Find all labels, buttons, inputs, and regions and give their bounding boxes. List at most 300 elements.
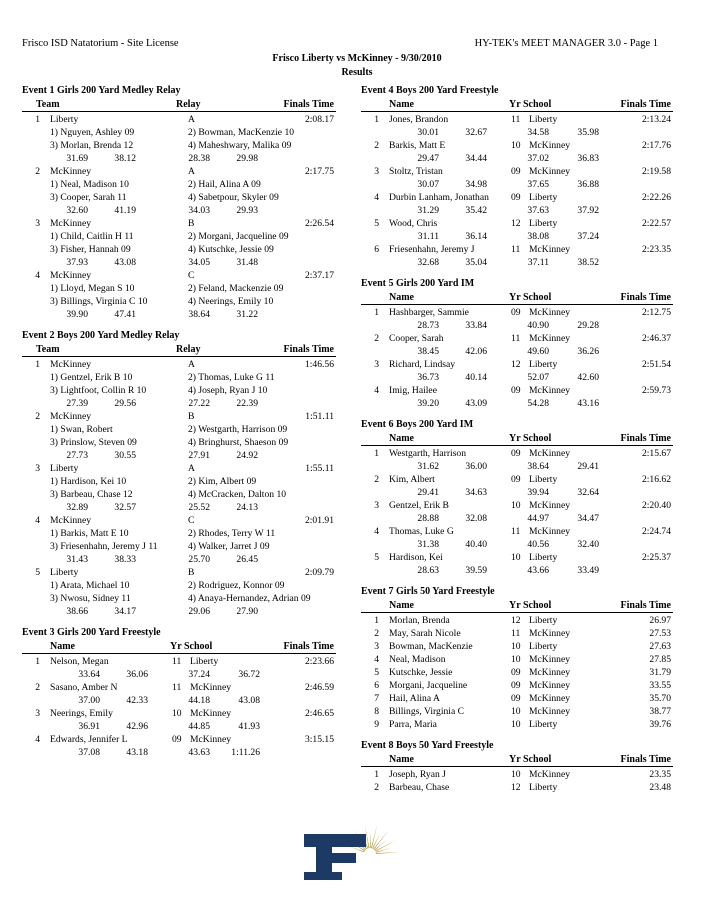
year: 09 <box>511 192 521 203</box>
finals-time: 39.76 <box>649 719 671 730</box>
swimmer: 3) Barbeau, Chase 12 <box>50 489 133 500</box>
split-time: 38.66 <box>66 606 88 617</box>
place: 4 <box>374 192 379 203</box>
header-yr: Yr <box>509 754 521 765</box>
finals-time: 26.97 <box>649 615 671 626</box>
swimmer-row <box>22 579 336 592</box>
school: McKinney <box>529 140 571 151</box>
swimmer-name: Edwards, Jennifer L <box>50 734 128 745</box>
year: 09 <box>511 680 521 691</box>
split-time: 43.08 <box>238 695 260 706</box>
split-time: 34.58 <box>527 127 549 138</box>
splits-row <box>361 345 673 358</box>
place: 2 <box>374 140 379 151</box>
splits-row <box>361 397 673 410</box>
swimmer: 2) Kim, Albert 09 <box>188 476 257 487</box>
split-time: 37.24 <box>577 231 599 242</box>
school: McKinney <box>529 680 571 691</box>
splits-row <box>22 746 336 759</box>
event-section <box>361 418 673 577</box>
swimmer-name: Westgarth, Harrison <box>389 448 467 459</box>
finals-time: 27.53 <box>649 628 671 639</box>
split-time: 38.52 <box>577 257 599 268</box>
year: 10 <box>511 706 521 717</box>
year: 10 <box>511 641 521 652</box>
header-site-license: Frisco ISD Natatorium - Site License <box>22 38 179 49</box>
table-row <box>361 781 673 794</box>
place: 4 <box>35 515 40 526</box>
splits-row <box>22 668 336 681</box>
year: 11 <box>511 628 521 639</box>
splits-row <box>22 605 336 618</box>
split-time: 38.64 <box>527 461 549 472</box>
finals-time: 2:22.26 <box>641 192 671 203</box>
splits-row <box>361 204 673 217</box>
split-time: 31.22 <box>236 309 258 320</box>
split-time: 40.56 <box>527 539 549 550</box>
split-time: 37.65 <box>527 179 549 190</box>
event-section <box>22 329 336 618</box>
swimmer-name: Hashbarger, Sammie <box>389 307 469 318</box>
school: McKinney <box>529 307 571 318</box>
place: 1 <box>374 114 379 125</box>
table-row <box>22 410 336 423</box>
split-time: 29.41 <box>577 461 599 472</box>
finals-time: 2:25.37 <box>641 552 671 563</box>
split-time: 36.14 <box>465 231 487 242</box>
school: McKinney <box>529 693 571 704</box>
school: McKinney <box>529 628 571 639</box>
relay-letter: B <box>188 411 195 422</box>
swimmer: 2) Rodriguez, Konnor 09 <box>188 580 285 591</box>
split-time: 28.88 <box>417 513 439 524</box>
finals-time: 2:20.40 <box>641 500 671 511</box>
splits-row <box>361 486 673 499</box>
school: McKinney <box>529 500 571 511</box>
year: 12 <box>511 615 521 626</box>
table-row <box>361 705 673 718</box>
table-row <box>361 165 673 178</box>
year: 09 <box>511 307 521 318</box>
swimmer: 4) Maheshwary, Malika 09 <box>188 140 292 151</box>
table-row <box>361 499 673 512</box>
splits-row <box>22 501 336 514</box>
split-time: 42.96 <box>126 721 148 732</box>
column-header <box>361 98 673 112</box>
swimmer: 1) Arata, Michael 10 <box>50 580 130 591</box>
split-time: 42.33 <box>126 695 148 706</box>
swimmer: 1) Lloyd, Megan S 10 <box>50 283 135 294</box>
column-header <box>361 599 673 613</box>
place: 9 <box>374 719 379 730</box>
header-school: School <box>184 641 213 652</box>
table-row <box>22 566 336 579</box>
swimmer: 2) Rhodes, Terry W 11 <box>188 528 276 539</box>
place: 4 <box>35 270 40 281</box>
event-title: Event 4 Boys 200 Yard Freestyle <box>361 85 499 96</box>
place: 3 <box>374 641 379 652</box>
split-time: 30.01 <box>417 127 439 138</box>
header-relay: Relay <box>176 99 201 110</box>
swimmer: 3) Lightfoot, Collin R 10 <box>50 385 147 396</box>
school: McKinney <box>529 385 571 396</box>
place: 2 <box>35 682 40 693</box>
split-time: 30.07 <box>417 179 439 190</box>
year: 10 <box>511 140 521 151</box>
swimmer: 2) Westgarth, Harrison 09 <box>188 424 288 435</box>
split-time: 39.90 <box>66 309 88 320</box>
split-time: 34.98 <box>465 179 487 190</box>
swimmer-name: Barbeau, Chase <box>389 782 450 793</box>
split-time: 33.64 <box>78 669 100 680</box>
header-relay: Relay <box>176 344 201 355</box>
splits-row <box>361 178 673 191</box>
school: McKinney <box>529 166 571 177</box>
frisco-f-logo-icon <box>300 820 406 882</box>
table-row <box>361 525 673 538</box>
swimmer-row <box>22 371 336 384</box>
swimmer-row <box>22 178 336 191</box>
header-finals-time: Finals Time <box>620 99 671 110</box>
split-time: 43.63 <box>188 747 210 758</box>
split-time: 52.07 <box>527 372 549 383</box>
split-time: 37.24 <box>188 669 210 680</box>
swimmer-name: Gentzel, Erik B <box>389 500 449 511</box>
event-title: Event 8 Boys 50 Yard Freestyle <box>361 740 494 751</box>
place: 4 <box>374 654 379 665</box>
finals-time: 38.77 <box>649 706 671 717</box>
swimmer: 3) Nwosu, Sidney 11 <box>50 593 131 604</box>
team-name: Liberty <box>50 114 79 125</box>
split-time: 32.40 <box>577 539 599 550</box>
split-time: 31.29 <box>417 205 439 216</box>
split-time: 43.08 <box>114 257 136 268</box>
split-time: 40.14 <box>465 372 487 383</box>
table-row <box>22 733 336 746</box>
column-header <box>361 432 673 446</box>
year: 10 <box>172 708 182 719</box>
split-time: 38.64 <box>188 309 210 320</box>
year: 09 <box>511 474 521 485</box>
year: 12 <box>511 782 521 793</box>
right-column <box>361 84 673 794</box>
finals-time: 3:15.15 <box>304 734 334 745</box>
swimmer: 3) Cooper, Sarah 11 <box>50 192 127 203</box>
relay-letter: B <box>188 218 195 229</box>
table-row <box>361 614 673 627</box>
swimmer: 1) Nguyen, Ashley 09 <box>50 127 135 138</box>
table-row <box>361 332 673 345</box>
swimmer-row <box>22 191 336 204</box>
header-finals-time: Finals Time <box>620 292 671 303</box>
year: 10 <box>511 552 521 563</box>
table-row <box>361 139 673 152</box>
school: Liberty <box>529 719 558 730</box>
place: 4 <box>35 734 40 745</box>
swimmer-row <box>22 592 336 605</box>
swimmer: 2) Feland, Mackenzie 09 <box>188 283 284 294</box>
split-time: 41.93 <box>238 721 260 732</box>
split-time: 34.44 <box>465 153 487 164</box>
split-time: 37.00 <box>78 695 100 706</box>
swimmer-row <box>22 384 336 397</box>
finals-time: 2:46.37 <box>641 333 671 344</box>
split-time: 38.33 <box>114 554 136 565</box>
place: 3 <box>374 500 379 511</box>
splits-row <box>361 460 673 473</box>
split-time: 32.08 <box>465 513 487 524</box>
split-time: 27.39 <box>66 398 88 409</box>
split-time: 44.85 <box>188 721 210 732</box>
split-time: 37.08 <box>78 747 100 758</box>
splits-row <box>361 126 673 139</box>
split-time: 27.91 <box>188 450 210 461</box>
splits-row <box>22 449 336 462</box>
finals-time: 2:19.58 <box>641 166 671 177</box>
swimmer: 4) Kutschke, Jessie 09 <box>188 244 274 255</box>
header-name: Name <box>389 292 414 303</box>
team-name: McKinney <box>50 270 92 281</box>
swimmer-row <box>22 295 336 308</box>
table-row <box>22 655 336 668</box>
split-time: 33.84 <box>465 320 487 331</box>
year: 11 <box>511 244 521 255</box>
header-name: Name <box>50 641 75 652</box>
header-school: School <box>523 433 552 444</box>
place: 1 <box>35 359 40 370</box>
finals-time: 2:17.76 <box>641 140 671 151</box>
place: 2 <box>374 474 379 485</box>
relay-letter: A <box>188 114 195 125</box>
finals-time: 2:09.79 <box>304 567 334 578</box>
swimmer-name: Imig, Hailee <box>389 385 437 396</box>
event-section <box>361 277 673 410</box>
swimmer-name: Billings, Virginia C <box>389 706 465 717</box>
school: McKinney <box>190 734 232 745</box>
split-time: 34.63 <box>465 487 487 498</box>
swimmer-name: Friesenhahn, Jeremy J <box>389 244 475 255</box>
swimmer-name: Cooper, Sarah <box>389 333 444 344</box>
event-title: Event 3 Girls 200 Yard Freestyle <box>22 627 161 638</box>
swimmer-name: Parra, Maria <box>389 719 437 730</box>
swimmer-name: May, Sarah Nicole <box>389 628 461 639</box>
swimmer-row <box>22 475 336 488</box>
split-time: 36.06 <box>126 669 148 680</box>
place: 1 <box>374 615 379 626</box>
swimmer: 3) Billings, Virginia C 10 <box>50 296 148 307</box>
split-time: 27.90 <box>236 606 258 617</box>
splits-row <box>22 397 336 410</box>
event-section <box>361 739 673 794</box>
table-row <box>361 679 673 692</box>
split-time: 29.47 <box>417 153 439 164</box>
swimmer: 4) Walker, Jarret J 09 <box>188 541 270 552</box>
split-time: 31.69 <box>66 153 88 164</box>
column-header <box>22 98 336 112</box>
school: Liberty <box>529 218 558 229</box>
split-time: 31.11 <box>417 231 439 242</box>
place: 2 <box>374 628 379 639</box>
finals-time: 2:59.73 <box>641 385 671 396</box>
swimmer: 2) Bowman, MacKenzie 10 <box>188 127 295 138</box>
swimmer-row <box>22 540 336 553</box>
header-school: School <box>523 600 552 611</box>
school: Liberty <box>529 615 558 626</box>
split-time: 35.42 <box>465 205 487 216</box>
split-time: 22.39 <box>236 398 258 409</box>
table-row <box>361 306 673 319</box>
split-time: 32.68 <box>417 257 439 268</box>
school: Liberty <box>529 782 558 793</box>
finals-time: 2:16.62 <box>641 474 671 485</box>
year: 09 <box>511 693 521 704</box>
finals-time: 33.55 <box>649 680 671 691</box>
meet-title: Frisco Liberty vs McKinney - 9/30/2010 <box>272 53 442 64</box>
swimmer-name: Hardison, Kei <box>389 552 443 563</box>
column-header <box>361 291 673 305</box>
split-time: 36.73 <box>417 372 439 383</box>
table-row <box>22 217 336 230</box>
table-row <box>361 358 673 371</box>
place: 3 <box>374 359 379 370</box>
left-column <box>22 84 336 759</box>
splits-row <box>361 256 673 269</box>
split-time: 27.73 <box>66 450 88 461</box>
year: 09 <box>511 448 521 459</box>
team-name: Liberty <box>50 567 79 578</box>
table-row <box>22 269 336 282</box>
event-title: Event 1 Girls 200 Yard Medley Relay <box>22 85 181 96</box>
header-finals-time: Finals Time <box>620 600 671 611</box>
results-title: Results <box>341 67 373 78</box>
swimmer: 2) Morgani, Jacqueline 09 <box>188 231 289 242</box>
year: 12 <box>511 218 521 229</box>
place: 1 <box>374 769 379 780</box>
finals-time: 2:12.75 <box>641 307 671 318</box>
swimmer-name: Thomas, Luke G <box>389 526 454 537</box>
place: 1 <box>374 448 379 459</box>
split-time: 28.63 <box>417 565 439 576</box>
split-time: 38.08 <box>527 231 549 242</box>
split-time: 29.28 <box>577 320 599 331</box>
split-time: 36.00 <box>465 461 487 472</box>
split-time: 27.22 <box>188 398 210 409</box>
swimmer: 1) Swan, Robert <box>50 424 113 435</box>
table-row <box>361 243 673 256</box>
year: 09 <box>511 385 521 396</box>
swimmer: 4) Joseph, Ryan J 10 <box>188 385 268 396</box>
table-row <box>361 666 673 679</box>
school: Liberty <box>529 192 558 203</box>
split-time: 38.45 <box>417 346 439 357</box>
split-time: 42.60 <box>577 372 599 383</box>
split-time: 38.12 <box>114 153 136 164</box>
header-name: Name <box>389 754 414 765</box>
split-time: 31.48 <box>236 257 258 268</box>
event-title: Event 5 Girls 200 Yard IM <box>361 278 475 289</box>
swimmer-row <box>22 436 336 449</box>
finals-time: 2:13.24 <box>641 114 671 125</box>
split-time: 39.94 <box>527 487 549 498</box>
event-section <box>361 84 673 269</box>
school: Liberty <box>529 359 558 370</box>
team-name: Liberty <box>50 463 79 474</box>
relay-letter: C <box>188 270 195 281</box>
finals-time: 2:46.59 <box>304 682 334 693</box>
splits-row <box>22 256 336 269</box>
swimmer-row <box>22 243 336 256</box>
table-row <box>361 217 673 230</box>
school: Liberty <box>529 641 558 652</box>
finals-time: 1:55.11 <box>305 463 334 474</box>
header-team: Team <box>36 99 60 110</box>
place: 4 <box>374 526 379 537</box>
finals-time: 27.63 <box>649 641 671 652</box>
swimmer-name: Barkis, Matt E <box>389 140 446 151</box>
finals-time: 2:24.74 <box>641 526 671 537</box>
event-title: Event 2 Boys 200 Yard Medley Relay <box>22 330 180 341</box>
place: 5 <box>35 567 40 578</box>
finals-time: 35.70 <box>649 693 671 704</box>
split-time: 43.09 <box>465 398 487 409</box>
school: Liberty <box>529 474 558 485</box>
finals-time: 2:08.17 <box>304 114 334 125</box>
school: Liberty <box>529 114 558 125</box>
split-time: 28.38 <box>188 153 210 164</box>
split-time: 39.20 <box>417 398 439 409</box>
school: McKinney <box>529 706 571 717</box>
header-yr: Yr <box>509 99 521 110</box>
table-row <box>361 718 673 731</box>
swimmer-name: Stoltz, Tristan <box>389 166 443 177</box>
header-finals-time: Finals Time <box>283 641 334 652</box>
relay-letter: A <box>188 359 195 370</box>
finals-time: 27.85 <box>649 654 671 665</box>
split-time: 37.11 <box>527 257 549 268</box>
swimmer-name: Morlan, Brenda <box>389 615 450 626</box>
swimmer-row <box>22 282 336 295</box>
place: 4 <box>374 385 379 396</box>
header-team: Team <box>36 344 60 355</box>
split-time: 29.06 <box>188 606 210 617</box>
table-row <box>361 384 673 397</box>
team-name: McKinney <box>50 359 92 370</box>
place: 1 <box>35 114 40 125</box>
header-name: Name <box>389 99 414 110</box>
year: 11 <box>511 333 521 344</box>
place: 8 <box>374 706 379 717</box>
split-time: 32.89 <box>66 502 88 513</box>
year: 11 <box>172 656 182 667</box>
swimmer-row <box>22 139 336 152</box>
swimmer: 1) Gentzel, Erik B 10 <box>50 372 133 383</box>
swimmer-name: Neal, Madison <box>389 654 446 665</box>
swimmer: 1) Hardison, Kei 10 <box>50 476 127 487</box>
split-time: 44.97 <box>527 513 549 524</box>
splits-row <box>22 694 336 707</box>
year: 09 <box>511 166 521 177</box>
swimmer-name: Morgani, Jacqueline <box>389 680 468 691</box>
table-row <box>361 551 673 564</box>
split-time: 41.19 <box>114 205 136 216</box>
year: 12 <box>511 359 521 370</box>
finals-time: 23.48 <box>649 782 671 793</box>
school: McKinney <box>529 667 571 678</box>
school: McKinney <box>529 769 571 780</box>
swimmer-row <box>22 230 336 243</box>
split-time: 36.83 <box>577 153 599 164</box>
split-time: 32.60 <box>66 205 88 216</box>
